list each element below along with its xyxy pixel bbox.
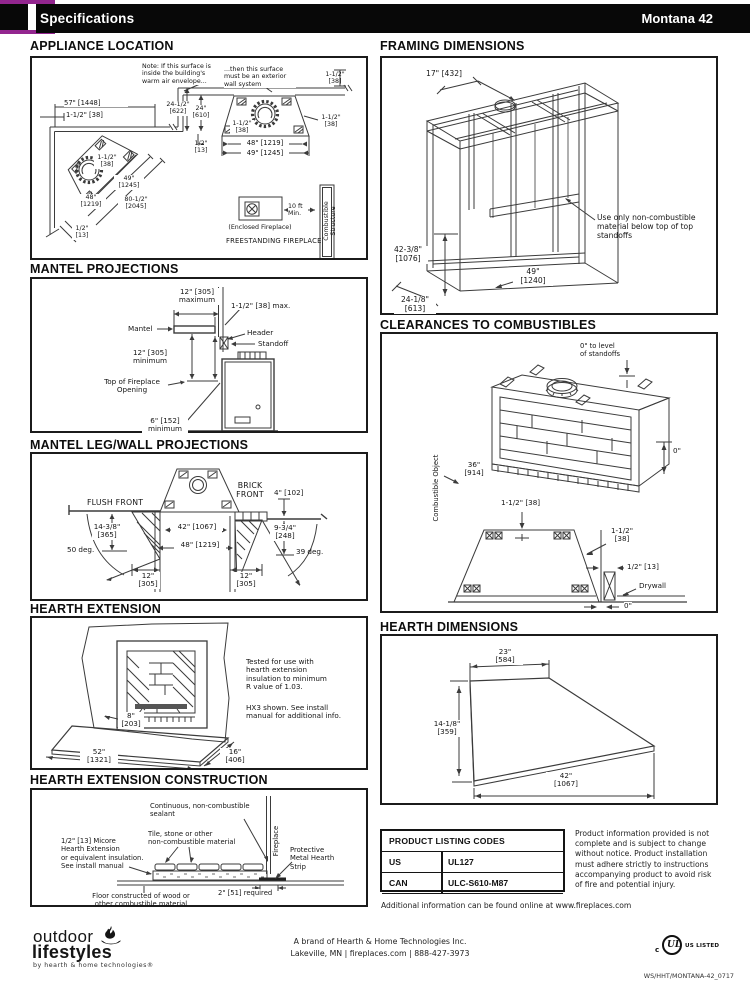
note-hx3: HX3 shown. See install manual for additional info. xyxy=(246,703,341,721)
region-cell: CAN xyxy=(389,878,408,888)
ul-c-label: c xyxy=(655,946,660,954)
label-protective-strip: Protective Metal Hearth Strip xyxy=(290,846,335,871)
label-0-to-standoffs: 0" to level of standoffs xyxy=(580,342,630,359)
table-header-label: PRODUCT LISTING CODES xyxy=(389,836,505,846)
dim-52in: 52" [1321] xyxy=(80,748,118,765)
dim-6-minimum: 6" [152] minimum xyxy=(142,417,188,434)
section-title-mantel-leg: MANTEL LEG/WALL PROJECTIONS xyxy=(30,438,249,452)
section-title-appliance-location: APPLIANCE LOCATION xyxy=(30,39,174,53)
product-listing-table xyxy=(380,829,565,892)
dim-1-2-top-view: 1/2" [13] xyxy=(194,140,208,155)
dim-1-2-corner: 1/2" [13] xyxy=(72,225,92,240)
section-title-hearth-extension: HEARTH EXTENSION xyxy=(30,602,161,616)
dim-57in: 57" [1448] xyxy=(64,99,128,107)
ul-mark: UL xyxy=(667,940,682,950)
label-combustible-object: Combustible Object xyxy=(432,454,440,522)
dim-49in: 49" [1240] xyxy=(513,268,553,286)
mantel-projections-panel xyxy=(30,277,368,433)
label-brick-front: BRICK FRONT xyxy=(236,481,264,500)
page-title: Specifications xyxy=(40,11,135,26)
dim-12-right: 12" [305] xyxy=(234,572,258,589)
label-drywall: Drywall xyxy=(639,581,667,590)
label-mantel: Mantel xyxy=(128,324,153,333)
dim-24-1-8: 24-1/8" [613] xyxy=(394,296,436,314)
label-50-deg: 50 deg. xyxy=(67,545,95,554)
code-cell: UL127 xyxy=(448,857,474,867)
dim-2in-required: 2" [51] required xyxy=(218,889,273,897)
code-cell: ULC-S610-M87 xyxy=(448,878,509,888)
dim-48-corner: 48" [1219] xyxy=(76,194,106,209)
model-name: Montana 42 xyxy=(641,11,713,26)
dim-48in: 48" [1219] xyxy=(174,541,226,549)
dim-12-minimum: 12" [305] minimum xyxy=(128,349,172,366)
disclaimer-text: Product information provided is not complete and is subject to change without notice. Product installation must adhere strictly to instructions accompanying product to avoid risk of fire and potential injury. xyxy=(575,829,712,889)
dim-8in: 8" [203] xyxy=(118,712,144,729)
framing-panel xyxy=(380,56,718,315)
label-floor-combustible: Floor constructed of wood or other combustible material xyxy=(92,892,190,909)
dim-1-2-in: 1/2" [13] xyxy=(627,562,659,571)
dim-16in: 16" [406] xyxy=(220,748,250,765)
mantel-leg-panel xyxy=(30,452,368,601)
label-0-right: 0" xyxy=(673,446,681,455)
table-row-us xyxy=(382,852,563,873)
hearth-construction-panel xyxy=(30,788,368,907)
dim-17in: 17" [432] xyxy=(426,69,462,78)
dim-1-1-2-top-right: 1-1/2" [38] xyxy=(325,71,345,86)
dim-12-maximum: 12" [305] maximum xyxy=(173,288,221,305)
label-micore: 1/2" [13] Micore Hearth Extension or equivalent insulation. See install manual xyxy=(61,837,144,870)
hearth-dimensions-panel xyxy=(380,634,718,805)
dim-24-1-2: 24-1/2" [622] xyxy=(161,101,195,116)
table-column-divider xyxy=(441,852,443,894)
ul-listed-logo xyxy=(655,935,725,961)
dim-23in: 23" [584] xyxy=(487,648,523,665)
clearances-panel xyxy=(380,332,718,613)
dim-14-1-8: 14-1/8" [359] xyxy=(430,720,464,737)
dim-12-left: 12" [305] xyxy=(136,572,160,589)
label-combustible-structure: Combustible Structure xyxy=(323,201,338,241)
dim-36in: 36" [914] xyxy=(460,461,488,478)
additional-info-text: Additional information can be found online at www.fireplaces.com xyxy=(381,901,632,910)
brand-tagline: by hearth & home technologies® xyxy=(33,962,154,969)
dim-1-1-2-side: 1-1/2" [38] xyxy=(608,527,636,544)
note-tested-insulation: Tested for use with hearth extension insulation to minimum R value of 1.03. xyxy=(246,657,327,692)
dim-1-1-2-top: 1-1/2" [38] xyxy=(501,498,541,507)
dim-1-1-2-left: 1-1/2" [38] xyxy=(66,111,103,119)
label-top-of-fireplace-opening: Top of Fireplace Opening xyxy=(104,377,160,395)
label-fireplace-vertical: Fireplace xyxy=(272,825,280,857)
dim-4in: 4" [102] xyxy=(274,488,304,497)
note-warm-air-envelope: Note: If this surface is inside the building's warm air envelope... xyxy=(142,63,216,85)
hearth-extension-diagram xyxy=(32,618,366,768)
dim-14-3-8: 14-3/8" [365] xyxy=(93,522,121,540)
label-freestanding-fireplace: FREESTANDING FIREPLACE xyxy=(226,237,322,245)
header-left-tab xyxy=(0,4,28,30)
section-title-hearth-construction: HEARTH EXTENSION CONSTRUCTION xyxy=(30,773,268,787)
footer-contact-line: Lakeville, MN | fireplaces.com | 888-427-3973 xyxy=(290,949,470,958)
dim-1-1-2-right: 1-1/2" [38] xyxy=(321,114,341,129)
label-standoff: Standoff xyxy=(258,339,289,348)
brand-outdoor: outdoor xyxy=(33,927,94,946)
dim-42-3-8: 42-3/8" [1076] xyxy=(388,246,428,264)
ul-listed-label: US LISTED xyxy=(685,943,720,949)
dim-1-1-2-inner: 1-1/2" [38] xyxy=(230,120,254,135)
label-enclosed-fireplace: (Enclosed Fireplace) xyxy=(228,224,292,231)
label-flush-front: FLUSH FRONT xyxy=(87,498,144,507)
label-sealant: Continuous, non-combustible sealant xyxy=(150,802,250,819)
dim-42in-hearth: 42" [1067] xyxy=(546,772,586,789)
dim-1-1-2-max: 1-1/2" [38] max. xyxy=(231,301,291,310)
section-title-mantel-projections: MANTEL PROJECTIONS xyxy=(30,262,179,276)
region-cell: US xyxy=(389,857,401,867)
note-exterior-wall: ...then this surface must be an exterior wall system xyxy=(224,66,296,88)
section-title-framing: FRAMING DIMENSIONS xyxy=(380,39,525,53)
dim-9-3-4: 9-3/4" [248] xyxy=(270,524,300,541)
dim-49-corner: 49" [1245] xyxy=(114,175,144,190)
document-code: WS/HHT/MONTANA-42_0717 xyxy=(643,972,734,980)
section-title-clearances: CLEARANCES TO COMBUSTIBLES xyxy=(380,318,597,332)
brand-lifestyles: lifestyles xyxy=(32,942,113,962)
dim-1-1-2-corner: 1-1/2" [38] xyxy=(94,154,120,169)
label-39-deg: 39 deg. xyxy=(296,547,324,556)
label-header: Header xyxy=(247,328,274,337)
table-header-row xyxy=(382,831,563,852)
section-title-hearth-dimensions: HEARTH DIMENSIONS xyxy=(380,620,519,634)
label-tile-stone: Tile, stone or other non-combustible material xyxy=(148,830,236,847)
dim-42in: 42" [1067] xyxy=(171,523,223,531)
appliance-location-panel xyxy=(30,56,368,260)
note-non-combustible: Use only non-combustible material below top of top standoffs xyxy=(597,213,696,240)
dim-24: 24" [610] xyxy=(190,105,212,120)
label-0-bottom: 0" xyxy=(624,601,632,610)
dim-49-top-view: 49" [1245] xyxy=(241,149,289,157)
hearth-extension-panel xyxy=(30,616,368,770)
dim-48-top-view: 48" [1219] xyxy=(241,139,289,147)
label-10ft-min: 10 ft Min. xyxy=(288,203,308,218)
footer-brand-line: A brand of Hearth & Home Technologies Inc. xyxy=(293,937,467,946)
ul-circle-icon xyxy=(662,935,682,955)
dim-80-1-2: 80-1/2" [2045] xyxy=(118,196,154,211)
table-row-can xyxy=(382,873,563,894)
